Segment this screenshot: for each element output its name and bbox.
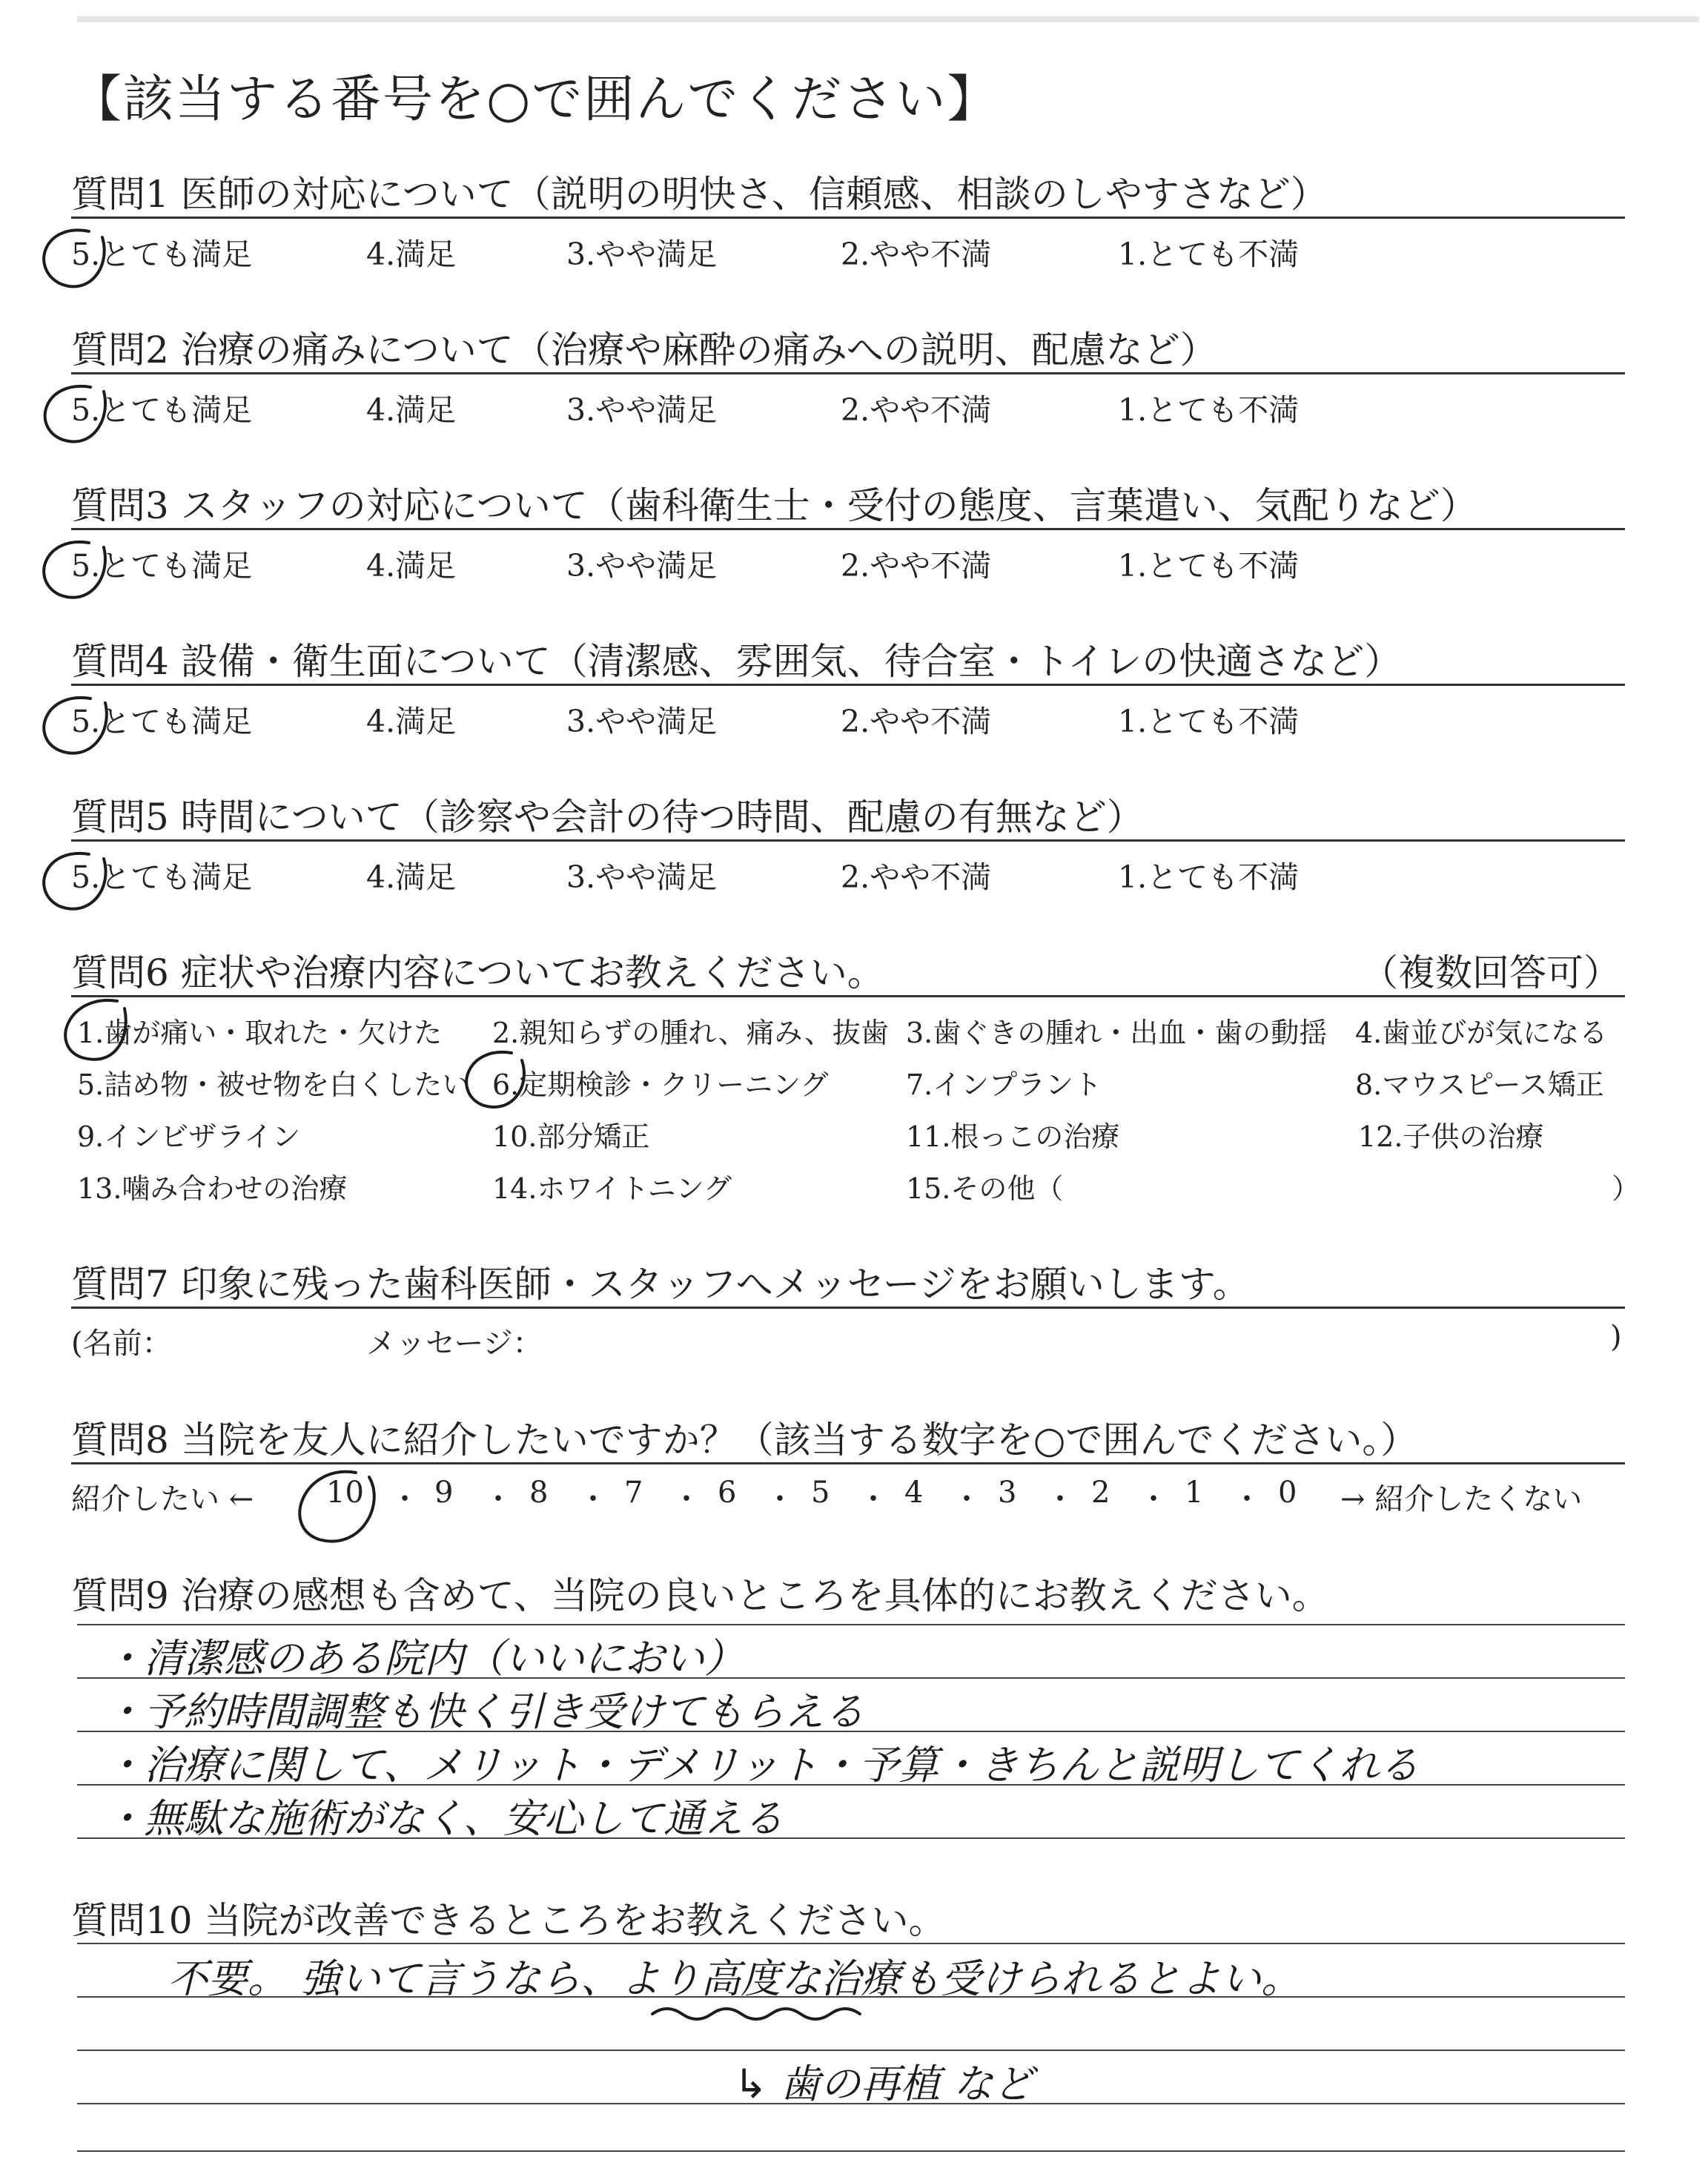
scale-9[interactable]: 9 [434,1476,454,1510]
option-4[interactable]: 4.満足 [366,237,457,272]
q6-option-13[interactable]: 13.噛み合わせの治療 [77,1172,348,1205]
question-9-title: 質問9 治療の感想も含めて、当院の良いところを具体的にお教えください。 [71,1574,1329,1617]
q6-option-1[interactable]: 1.歯が痛い・取れた・欠けた [77,1017,443,1049]
option-1[interactable]: 1.とても不満 [1118,392,1300,428]
q6-option-4[interactable]: 4.歯並びが気になる [1355,1017,1608,1049]
option-1[interactable]: 1.とても不満 [1118,237,1300,272]
option-4[interactable]: 4.満足 [366,859,457,895]
scale-sep: ・ [858,1482,888,1516]
option-1[interactable]: 1.とても不満 [1118,704,1300,739]
q6-option-6[interactable]: 6.定期検診・クリーニング [492,1069,829,1101]
option-3[interactable]: 3.やや満足 [566,237,718,272]
scale-right-label: → 紹介したくない [1340,1482,1583,1516]
scale-sep: ・ [672,1482,701,1516]
option-5[interactable]: 5.とても満足 [71,704,253,739]
option-5[interactable]: 5.とても満足 [71,548,253,584]
message-close: ) [1610,1320,1622,1354]
scale-sep: ・ [578,1482,608,1516]
q9-answer-2: ・予約時間調整も快く引き受けてもらえる [104,1688,864,1735]
circle-q2-option-5 [45,386,105,442]
circle-q6-option-6 [466,1052,524,1107]
scale-1[interactable]: 1 [1185,1476,1204,1510]
scale-sep: ・ [1139,1482,1168,1516]
scale-sep: ・ [390,1482,420,1516]
question-5-title: 質問5 時間について（診察や会計の待つ時間、配慮の有無など） [71,796,1144,839]
scale-sep: ・ [765,1482,795,1516]
circle-q6-option-1 [65,1000,126,1060]
scale-0[interactable]: 0 [1278,1476,1297,1510]
question-2-title: 質問2 治療の痛みについて（治療や麻酔の痛みへの説明、配慮など） [71,328,1217,371]
scale-5[interactable]: 5 [811,1476,830,1510]
question-6-title: 質問6 症状や治療内容についてお教えください。 [71,951,884,994]
q6-option-15-close: ） [1612,1172,1641,1205]
option-4[interactable]: 4.満足 [366,392,457,428]
scale-sep: ・ [1045,1482,1075,1516]
underline-q10 [652,2009,860,2019]
q6-option-11[interactable]: 11.根っこの治療 [906,1120,1120,1153]
q6-option-3[interactable]: 3.歯ぐきの腫れ・出血・歯の動揺 [906,1017,1328,1049]
option-4[interactable]: 4.満足 [366,704,457,739]
q6-option-5[interactable]: 5.詰め物・被せ物を白くしたい [77,1069,471,1101]
name-label: (名前： [71,1327,172,1361]
q10-answer-2: ↳ 歯の再植 など [734,2061,1033,2107]
scale-sep: ・ [483,1482,513,1516]
option-5[interactable]: 5.とても満足 [71,859,253,895]
question-10-title: 質問10 当院が改善できるところをお教えください。 [71,1899,946,1942]
circle-q1-option-5 [44,230,104,286]
option-1[interactable]: 1.とても不満 [1118,859,1300,895]
q6-option-2[interactable]: 2.親知らずの腫れ、痛み、抜歯 [492,1017,889,1049]
option-2[interactable]: 2.やや不満 [841,237,992,272]
question-3-title: 質問3 スタッフの対応について（歯科衛生士・受付の態度、言葉遣い、気配りなど） [71,484,1477,527]
scale-8[interactable]: 8 [529,1476,549,1510]
scale-2[interactable]: 2 [1091,1476,1110,1510]
option-2[interactable]: 2.やや不満 [841,392,992,428]
option-5[interactable]: 5.とても満足 [71,237,253,272]
q9-answer-4: ・無駄な施術がなく、安心して通える [104,1795,784,1842]
option-3[interactable]: 3.やや満足 [566,392,718,428]
q6-option-8[interactable]: 8.マウスピース矯正 [1355,1069,1604,1101]
option-3[interactable]: 3.やや満足 [566,704,718,739]
q6-option-12[interactable]: 12.子供の治療 [1358,1120,1544,1153]
q10-answer-1: 不要。 強いて言うなら、より高度な治療も受けられるとよい。 [168,1955,1302,2002]
question-6-note: （複数回答可） [1361,951,1621,994]
scale-3[interactable]: 3 [998,1476,1017,1510]
scale-left-label: 紹介したい ← [71,1482,254,1516]
question-7-title: 質問7 印象に残った歯科医師・スタッフへメッセージをお願いします。 [71,1263,1250,1306]
q6-option-14[interactable]: 14.ホワイトニング [492,1172,732,1205]
q9-answer-1: ・清潔感のある院内（いいにおい） [104,1635,744,1682]
q9-answer-3: ・治療に関して、メリット・デメリット・予算・きちんと説明してくれる [104,1742,1420,1789]
option-5[interactable]: 5.とても満足 [71,392,253,428]
scale-6[interactable]: 6 [718,1476,737,1510]
page-title: 【該当する番号を○で囲んでください】 [71,70,999,129]
q6-option-15[interactable]: 15.その他（ [906,1172,1064,1205]
option-1[interactable]: 1.とても不満 [1118,548,1300,584]
circle-q5-option-5 [44,853,105,909]
scale-10[interactable]: 10 [326,1476,364,1510]
scale-4[interactable]: 4 [904,1476,924,1510]
question-8-title: 質問8 当院を友人に紹介したいですか？（該当する数字を○で囲んでください。） [71,1418,1418,1462]
question-4-title: 質問4 設備・衛生面について（清潔感、雰囲気、待合室・トイレの快適さなど） [71,640,1402,683]
circle-q4-option-5 [44,698,107,753]
scale-sep: ・ [952,1482,982,1516]
option-2[interactable]: 2.やや不満 [841,704,992,739]
option-3[interactable]: 3.やや満足 [566,859,718,895]
question-1-title: 質問1 医師の対応について（説明の明快さ、信頼感、相談のしやすさなど） [71,173,1328,216]
circle-q8-scale-10 [299,1472,374,1542]
q6-option-9[interactable]: 9.インビザライン [77,1120,301,1153]
option-4[interactable]: 4.満足 [366,548,457,584]
scale-7[interactable]: 7 [624,1476,643,1510]
message-label: メッセージ： [366,1327,543,1361]
q6-option-10[interactable]: 10.部分矯正 [492,1120,650,1153]
scale-sep: ・ [1232,1482,1262,1516]
option-2[interactable]: 2.やや不満 [841,859,992,895]
circle-q3-option-5 [44,542,105,598]
option-3[interactable]: 3.やや満足 [566,548,718,584]
q6-option-7[interactable]: 7.インプラント [906,1069,1102,1101]
option-2[interactable]: 2.やや不満 [841,548,992,584]
